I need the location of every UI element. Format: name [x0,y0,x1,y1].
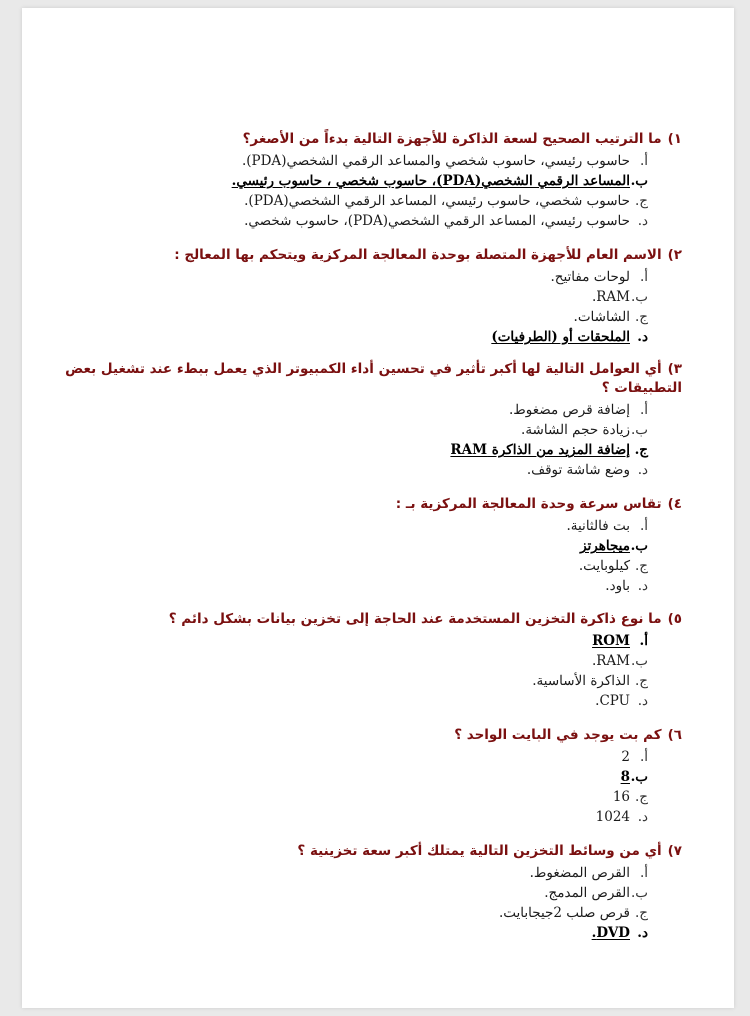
option-letter: ج. [634,558,648,574]
question-number: ٧) [667,843,682,859]
option-letter: ج. [634,905,648,921]
question-number: ٦) [667,727,682,743]
option-a [62,747,648,767]
option-c [62,191,648,211]
option-text: حاسوب شخصي، حاسوب رئيسي، المساعد الرقمي الشخصي(PDA). [244,193,630,209]
option-letter: أ. [639,633,648,649]
option-a [62,151,648,171]
option-a [62,267,648,287]
option-text: باود. [605,578,630,594]
question-heading [62,495,682,514]
option-letter: د. [637,925,648,941]
option-b-correct [62,767,648,787]
option-letter: د. [637,578,648,594]
question-text: كم بت يوجد في البايت الواحد ؟ [454,727,662,743]
question-heading [62,130,682,149]
option-a [62,863,648,883]
question-number: ٤) [667,496,682,512]
option-letter: أ. [639,153,648,169]
question-heading [62,610,682,629]
option-text: 1024 [595,809,630,825]
option-b-correct [62,536,648,556]
option-c [62,787,648,807]
option-letter: د. [637,462,648,478]
option-text: 16 [612,789,630,805]
options-list [62,516,682,596]
option-letter: أ. [639,402,648,418]
option-text: إضافة قرص مضغوط. [508,402,630,418]
option-text: لوحات مفاتيح. [550,269,630,285]
option-b [62,420,648,440]
question-number: ٢) [667,247,682,263]
option-text: حاسوب رئيسي، حاسوب شخصي والمساعد الرقمي الشخصي(PDA). [241,153,630,169]
option-text: وضع شاشة توقف. [526,462,630,478]
option-text: بت فالثانية. [566,518,630,534]
document-page [22,8,734,1008]
question-heading [62,360,682,398]
option-d-correct [62,327,648,347]
option-text: ميجاهرتز [580,538,630,554]
option-letter: ب. [630,769,648,785]
option-c [62,556,648,576]
option-letter: ب. [630,173,648,189]
option-text: قرص صلب 2جيجابايت. [498,905,630,921]
option-letter: ج. [634,193,648,209]
option-text: حاسوب رئيسي، المساعد الرقمي الشخصي(PDA)، حاسوب شخصي. [244,213,630,229]
question-6 [62,726,682,827]
option-text: القرص المضغوط. [529,865,630,881]
option-letter: أ. [639,865,648,881]
option-letter: ب. [630,538,648,554]
option-letter: ب. [630,422,648,438]
question-text: الاسم العام للأجهزة المتصلة بوحدة المعالجة المركزية ويتحكم بها المعالج : [174,247,662,263]
option-text: 8 [620,769,630,785]
option-text: RAM. [591,289,630,305]
option-b [62,883,648,903]
option-letter: أ. [639,749,648,765]
question-text: ما الترتيب الصحيح لسعة الذاكرة للأجهزة التالية بدءاً من الأصغر؟ [242,131,662,147]
option-letter: د. [637,329,648,345]
option-letter: ج. [634,673,648,689]
question-2 [62,246,682,347]
options-list [62,863,682,943]
option-letter: ب. [630,885,648,901]
option-text: القرص المدمج. [544,885,630,901]
option-c-correct [62,440,648,460]
option-letter: ج. [634,789,648,805]
question-text: أي من وسائط التخزين التالية يمتلك أكبر سعة تخزينية ؟ [297,843,662,859]
option-a [62,400,648,420]
question-number: ٥) [667,611,682,627]
option-d-correct [62,923,648,943]
option-text: 2 [621,749,630,765]
question-number: ٣) [667,361,682,377]
option-d [62,807,648,827]
option-letter: د. [637,213,648,229]
option-text: RAM. [591,653,630,669]
option-a-correct [62,631,648,651]
option-b [62,651,648,671]
option-letter: د. [637,809,648,825]
option-text: زيادة حجم الشاشة. [521,422,630,438]
option-letter: أ. [639,518,648,534]
option-b [62,287,648,307]
option-text: ROM [592,633,630,649]
options-list [62,267,682,347]
option-c [62,903,648,923]
question-heading [62,842,682,861]
option-text: الذاكرة الأساسية. [532,673,630,689]
question-text: ما نوع ذاكرة التخزين المستخدمة عند الحاجة إلى تخزين بيانات بشكل دائم ؟ [168,611,662,627]
option-c [62,307,648,327]
question-text: أي العوامل التالية لها أكبر تأثير في تحسين أداء الكمبيوتر الذي يعمل ببطء عند تشغيل بعض التطبيقات ؟ [65,361,682,396]
option-c [62,671,648,691]
question-1 [62,130,682,231]
option-d [62,691,648,711]
option-d [62,460,648,480]
option-letter: ب. [630,289,648,305]
options-list [62,747,682,827]
question-heading [62,726,682,745]
question-heading [62,246,682,265]
options-list [62,631,682,711]
option-text: كيلوبايت. [578,558,630,574]
option-b-correct [62,171,648,191]
option-d [62,576,648,596]
question-3 [62,360,682,480]
option-text: الملحقات أو (الطرفيات) [491,329,630,345]
option-text: إضافة المزيد من الذاكرة RAM [450,442,630,458]
option-d [62,211,648,231]
question-4 [62,495,682,596]
option-text: الشاشات. [573,309,630,325]
option-letter: ج. [634,309,648,325]
question-7 [62,842,682,943]
option-letter: ج. [634,442,648,458]
options-list [62,400,682,480]
options-list [62,151,682,231]
question-text: تقاس سرعة وحدة المعالجة المركزية بـ : [395,496,662,512]
option-letter: د. [637,693,648,709]
option-letter: أ. [639,269,648,285]
option-text: CPU. [595,693,630,709]
option-a [62,516,648,536]
question-5 [62,610,682,711]
option-text: المساعد الرقمي الشخصي(PDA)، حاسوب شخصي ، حاسوب رئيسي. [231,173,630,189]
question-number: ١) [667,131,682,147]
option-text: DVD. [591,925,630,941]
option-letter: ب. [630,653,648,669]
